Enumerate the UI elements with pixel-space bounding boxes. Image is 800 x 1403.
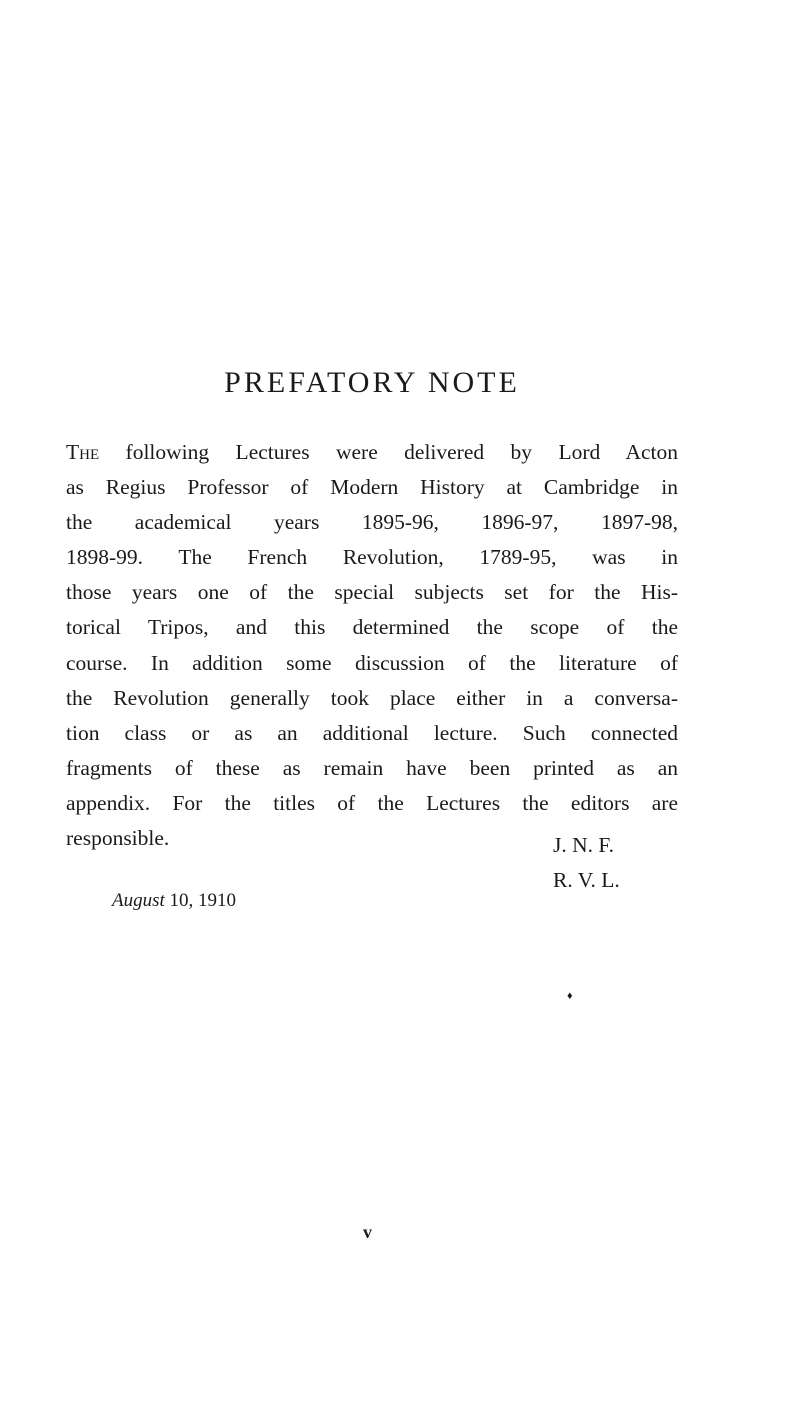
ornament-icon: ♦ (567, 990, 573, 1002)
date-month: August (112, 890, 165, 911)
paragraph-line-9: tion class or as an additional lecture. Such connected (66, 720, 678, 745)
paragraph-line-1-text: following Lectures were delivered by Lord Acton (99, 440, 678, 464)
page-title: PREFATORY NOTE (224, 366, 520, 399)
paragraph-line-12: responsible. (66, 826, 170, 851)
prefatory-paragraph (66, 435, 678, 856)
paragraph-line-2: as Regius Professor of Modern History at Cambridge in (66, 475, 678, 500)
paragraph-line-4: 1898-99. The French Revolution, 1789-95, was in (66, 545, 678, 570)
paragraph-line-8: the Revolution generally took place either in a conversa- (66, 685, 678, 710)
paragraph-line-5: those years one of the special subjects set for the His- (66, 580, 678, 605)
paragraph-line-3: the academical years 1895-96, 1896-97, 1897-98, (66, 510, 678, 535)
paragraph-first-word: The (66, 440, 100, 464)
paragraph-line-11: appendix. For the titles of the Lectures the editors are (66, 790, 678, 815)
paragraph-line-6: torical Tripos, and this determined the scope of the (66, 615, 678, 640)
date-day-year: 10, 1910 (164, 890, 237, 911)
paragraph-line-10: fragments of these as remain have been printed as an (66, 755, 678, 780)
signature-first-editor: J. N. F. (553, 833, 615, 857)
paragraph-line-7: course. In addition some discussion of the literature of (66, 650, 678, 675)
note-date (112, 890, 236, 912)
page-number: v (363, 1222, 372, 1242)
editor-signatures (553, 828, 620, 898)
signature-second-editor: R. V. L. (553, 868, 620, 892)
paragraph-line-1 (66, 435, 678, 470)
